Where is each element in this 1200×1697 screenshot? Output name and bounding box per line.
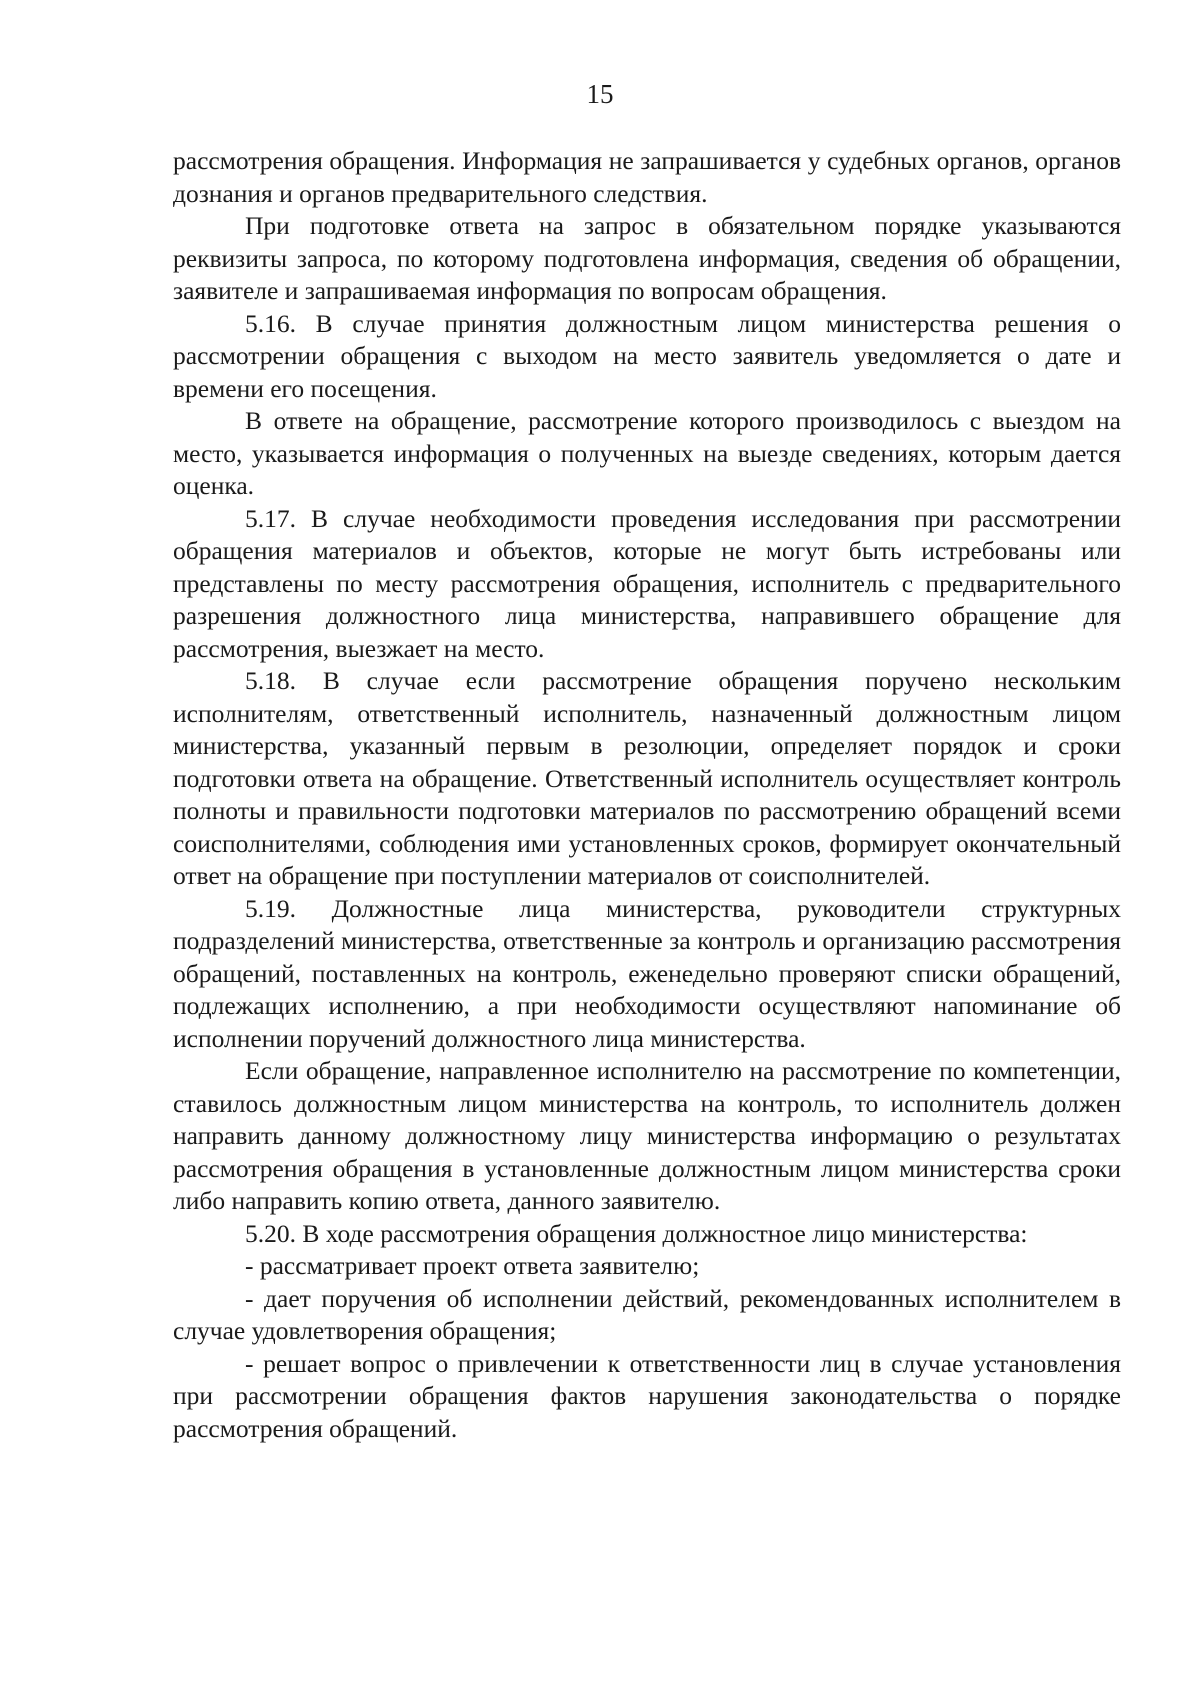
list-item: - рассматривает проект ответа заявителю; (245, 1251, 700, 1280)
page-number: 15 (586, 79, 614, 109)
paragraph: При подготовке ответа на запрос в обязательном порядке указываются реквизиты запроса, по которому подготовлена информация, сведения об обращении, заявителе и запрашиваемая информация по вопросам обращения. (173, 211, 1121, 305)
paragraph: Если обращение, направленное исполнителю на рассмотрение по компетенции, ставилось должностным лицом министерства на контроль, то исполнитель должен направить данному должностному лицу министерства информацию о результатах рассмотрения обращения в установленные должностным лицом министерства сроки либо направить копию ответа, данного заявителю. (173, 1056, 1121, 1215)
paragraph: В ответе на обращение, рассмотрение которого производилось с выездом на место, указывается информация о полученных на выезде сведениях, которым дается оценка. (173, 406, 1121, 500)
list-item: - дает поручения об исполнении действий, рекомендованных исполнителем в случае удовлетворения обращения; (173, 1283, 1121, 1345)
paragraph-section-5-16: 5.16. В случае принятия должностным лицом министерства решения о рассмотрении обращения с выходом на место заявитель уведомляется о дате и времени его посещения. (173, 308, 1121, 403)
list-item: - решает вопрос о привлечении к ответственности лиц в случае установления при рассмотрении обращения фактов нарушения законодательства о порядке рассмотрения обращений. (173, 1348, 1121, 1443)
paragraph-section-5-20: 5.20. В ходе рассмотрения обращения должностное лицо министерства: (245, 1218, 1028, 1248)
paragraph-section-5-17: 5.17. В случае необходимости проведения исследования при рассмотрении обращения материалов и объектов, которые не могут быть истребованы или представлены по месту рассмотрения обращения, исполнитель с предварительного разрешения должностного лица министерства, направившего обращение для рассмотрения, выезжает на место. (173, 503, 1121, 663)
paragraph: рассмотрения обращения. Информация не запрашивается у судебных органов, органов дознания и органов предварительного следствия. (173, 146, 1121, 208)
paragraph-section-5-19: 5.19. Должностные лица министерства, руководители структурных подразделений министерства, ответственные за контроль и организацию рассмотрения обращений, поставленных на контроль, еженедельно проверяют списки обращений, подлежащих исполнению, а при необходимости осуществляют напоминание об исполнении поручений должностного лица министерства. (173, 893, 1121, 1053)
body-text (173, 145, 1121, 1445)
paragraph-section-5-18: 5.18. В случае если рассмотрение обращения поручено нескольким исполнителям, ответственный исполнитель, назначенный должностным лицом министерства, указанный первым в резолюции, определяет порядок и сроки подготовки ответа на обращение. Ответственный исполнитель осуществляет контроль полноты и правильности подготовки материалов по рассмотрению обращений всеми соисполнителями, соблюдения ими установленных сроков, формирует окончательный ответ на обращение при поступлении материалов от соисполнителей. (173, 666, 1121, 890)
